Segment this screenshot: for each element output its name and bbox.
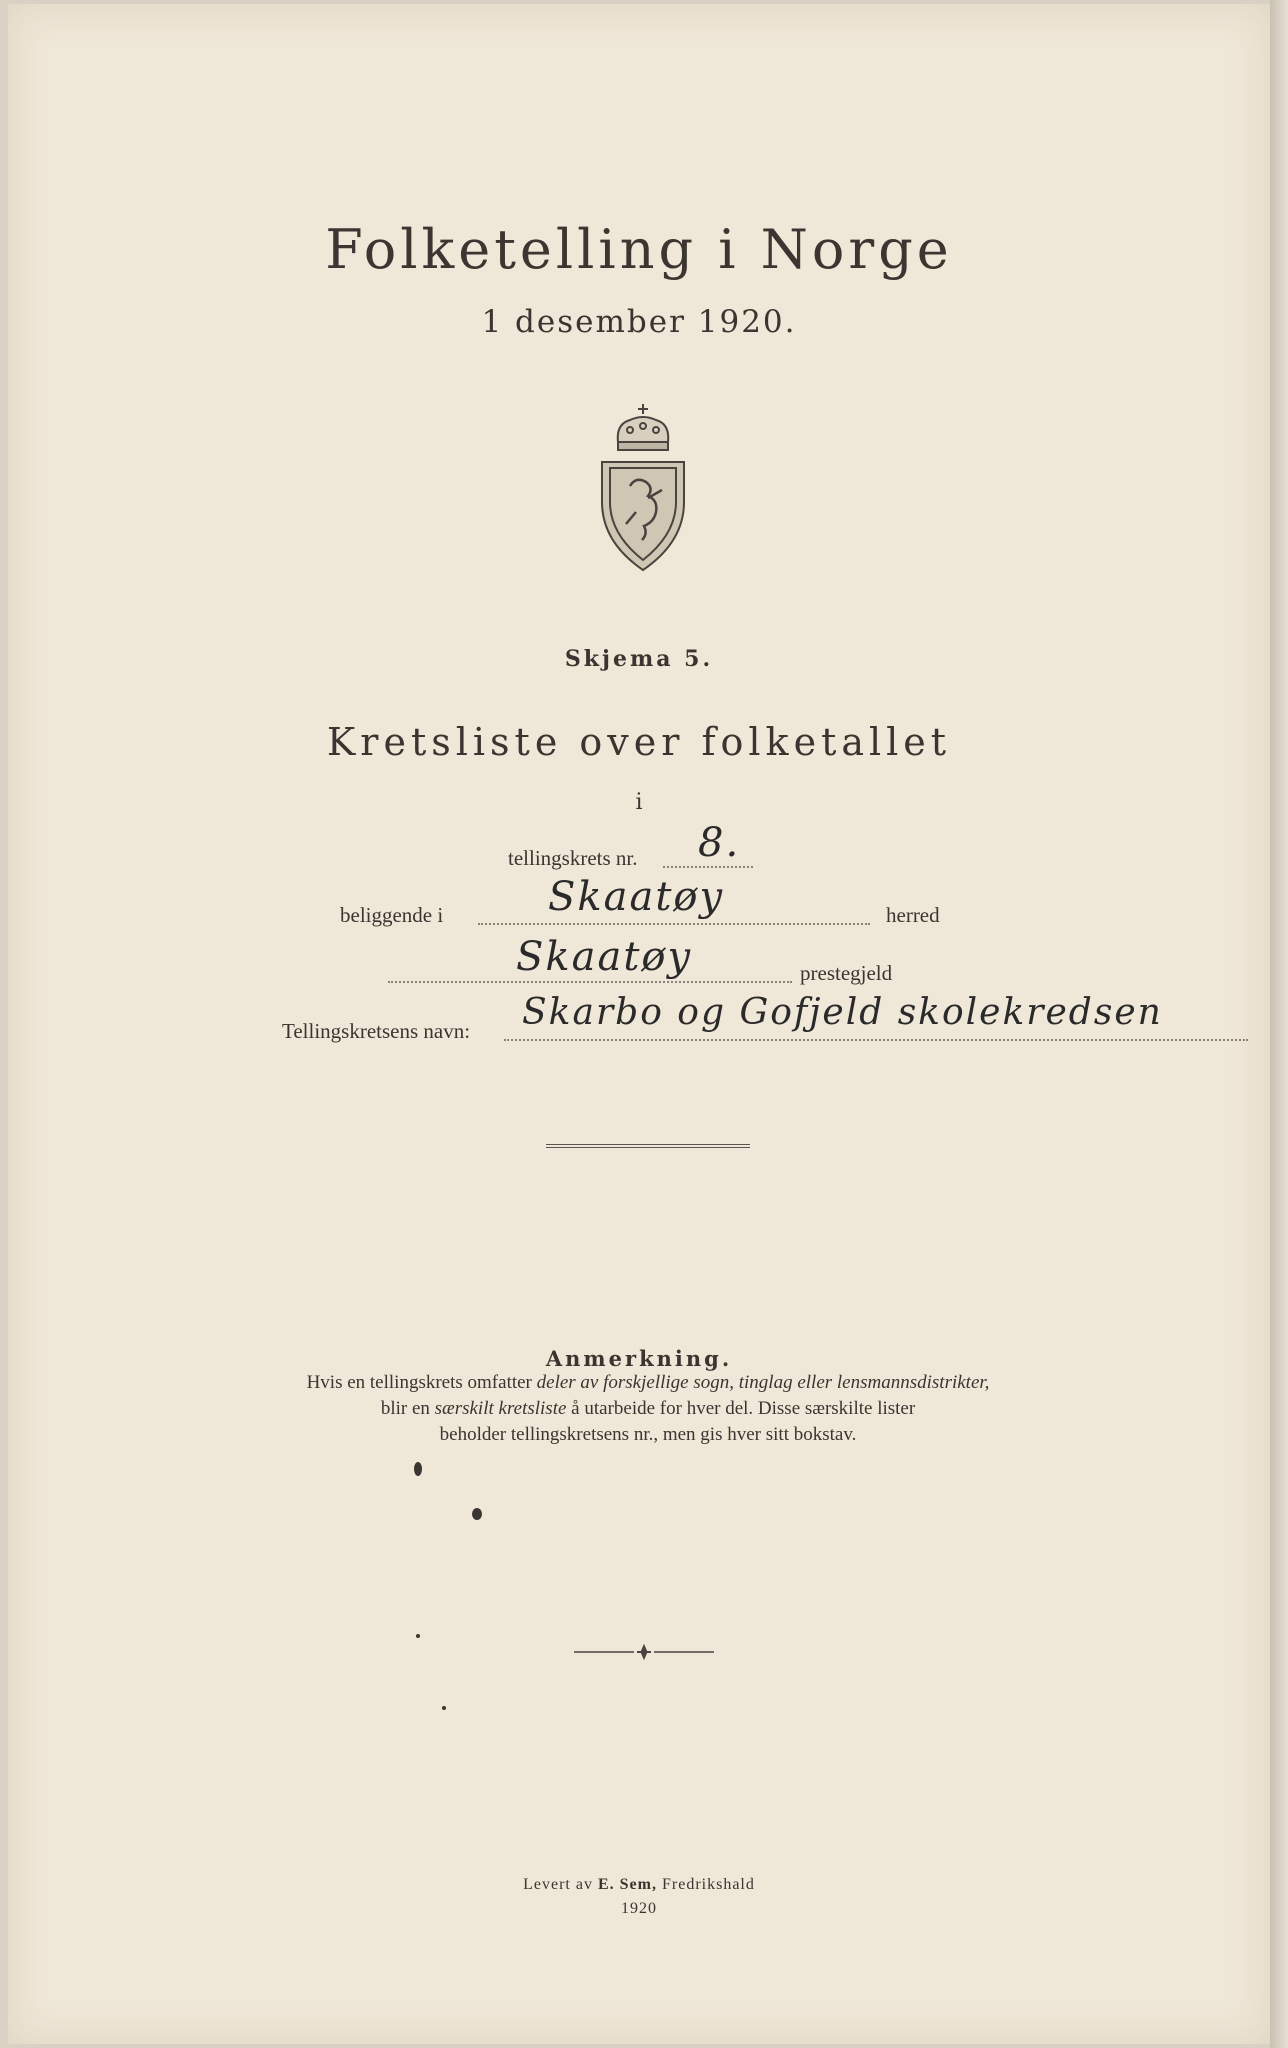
printer-year: 1920: [621, 1900, 657, 1917]
note-title: Anmerkning.: [545, 1346, 733, 1371]
divider-bottom: [546, 1147, 750, 1148]
norwegian-coat-of-arms-icon: [596, 402, 690, 574]
located-in-label: beliggende i: [340, 903, 444, 927]
page-title: Folketelling i Norge: [325, 218, 953, 281]
herred-label: herred: [886, 903, 940, 927]
printer-line: [8, 1876, 1270, 1894]
printer-name: E. Sem,: [597, 1876, 657, 1893]
herred-line: [478, 923, 870, 925]
district-name-label: Tellingskretsens navn:: [282, 1019, 471, 1043]
prestegjeld-line: [388, 981, 792, 983]
ink-spot: [442, 1706, 446, 1710]
district-number-line: [663, 866, 753, 868]
prestegjeld-label: prestegjeld: [800, 961, 893, 985]
note-line1-emphasis: deler av forskjellige sogn, tinglag eller lensmannsdistrikter,: [536, 1372, 990, 1393]
note-line2-rest: å utarbeide for hver del. Disse særskilte lister: [566, 1398, 916, 1419]
district-number-value: 8.: [698, 820, 741, 866]
page-edge: [1270, 0, 1288, 2048]
note-line1-text: Hvis en tellingskrets omfatter: [306, 1372, 537, 1393]
ink-spot: [414, 1462, 422, 1476]
ink-spot: [472, 1508, 482, 1520]
preposition-i: i: [635, 790, 643, 815]
divider-top: [546, 1144, 750, 1145]
note-line2-emphasis: særskilt kretsliste: [434, 1398, 567, 1419]
note-line2-text: blir en: [380, 1398, 435, 1419]
ink-spot: [416, 1634, 420, 1638]
ornament-divider: [564, 1642, 724, 1662]
herred-value: Skaatøy: [548, 874, 725, 920]
printer-prefix: Levert av: [523, 1876, 598, 1893]
district-name-value: Skarbo og Gofjeld skolekredsen: [522, 992, 1163, 1033]
prestegjeld-value: Skaatøy: [516, 934, 693, 980]
district-name-line: [504, 1039, 1248, 1041]
note-line3-text: beholder tellingskretsens nr., men gis hver sitt bokstav.: [439, 1424, 857, 1445]
schema-number: Skjema 5.: [564, 646, 714, 672]
note-text: [208, 1370, 1088, 1448]
form-heading: Kretsliste over folketallet: [326, 720, 952, 764]
census-date: 1 desember 1920.: [481, 304, 797, 340]
district-number-label: tellingskrets nr.: [508, 846, 638, 870]
census-form-page: [8, 4, 1270, 2044]
printer-city: Fredrikshald: [656, 1876, 755, 1893]
